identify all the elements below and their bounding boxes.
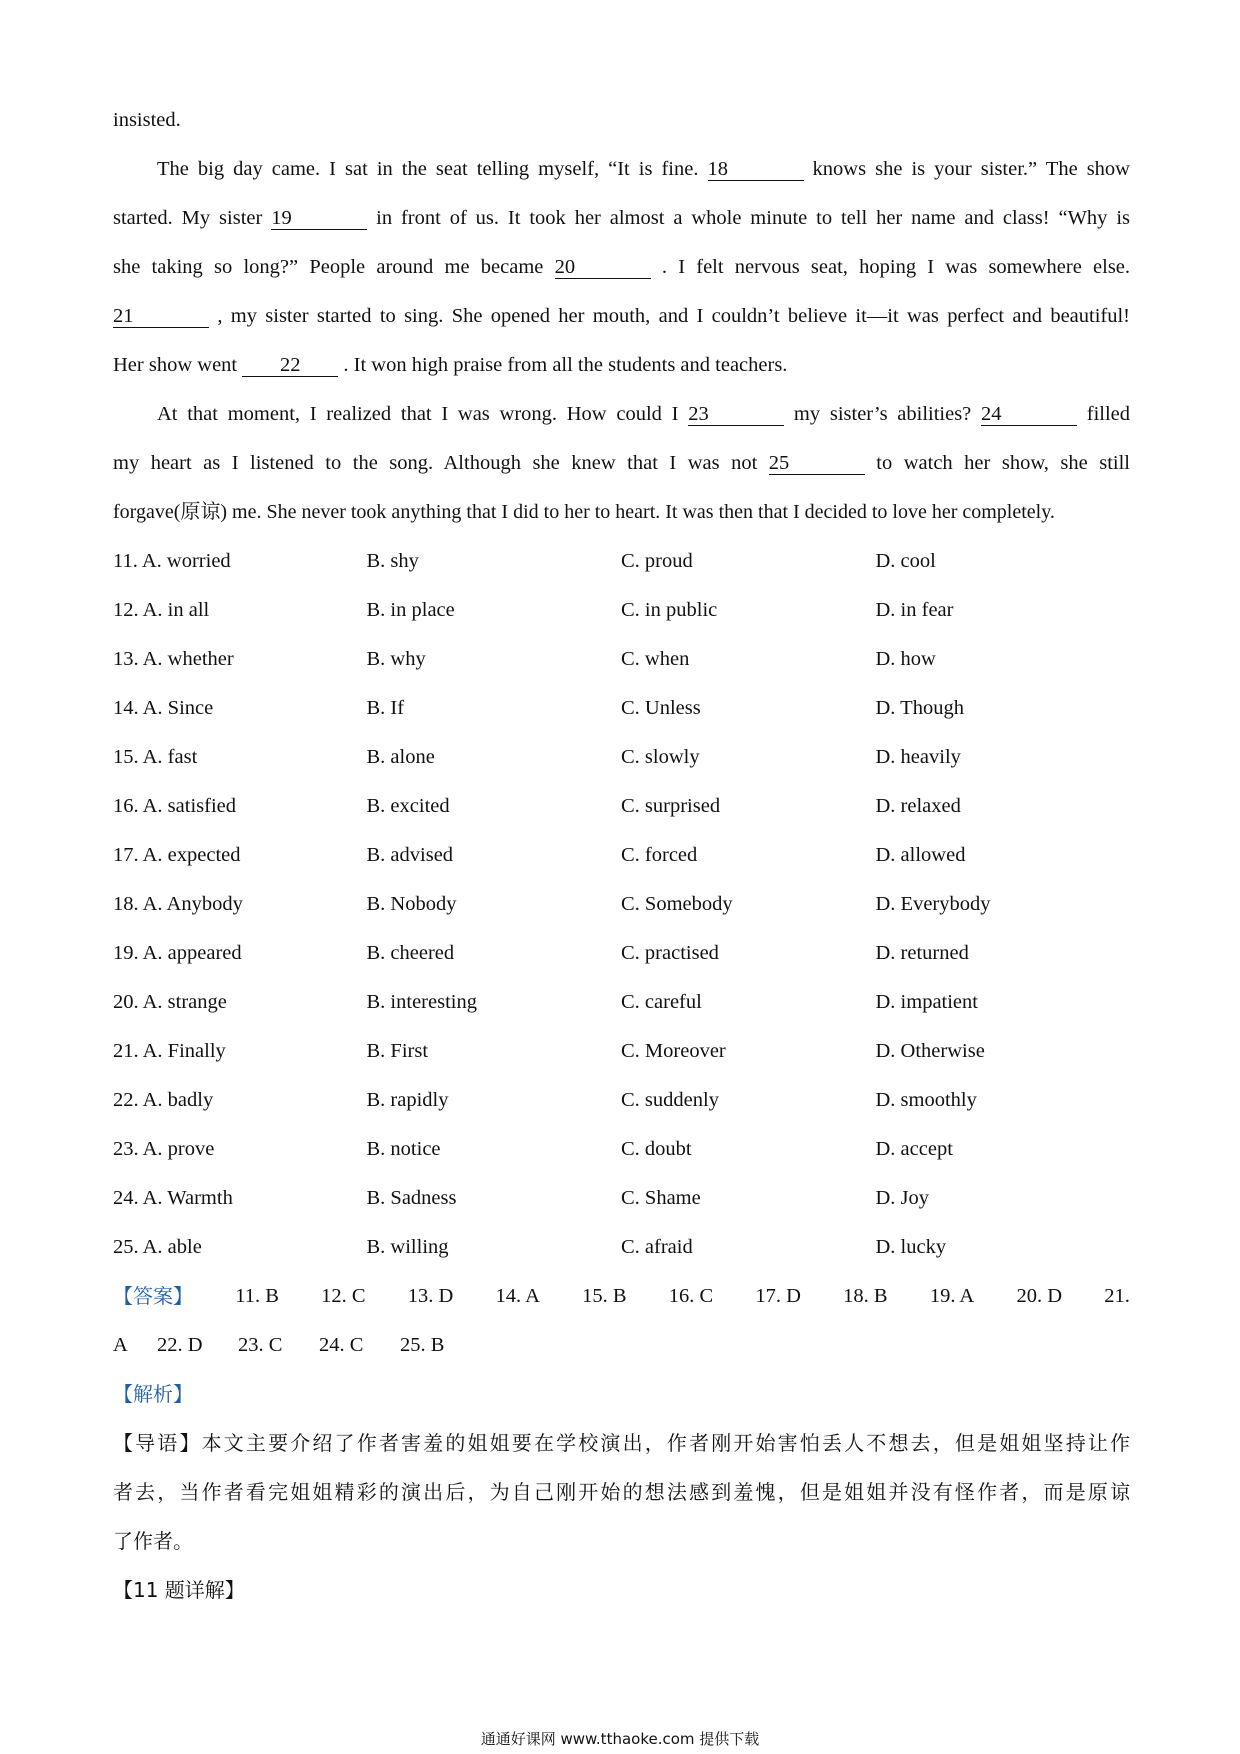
option-b: B. shy [366,550,419,572]
question-row [113,929,1130,978]
option-b: B. advised [366,844,454,866]
answer-item: 16. C [668,1285,714,1307]
option-a: 25. A. able [113,1236,202,1258]
option-c: C. Unless [621,697,701,719]
option-c: C. practised [621,942,719,964]
passage-text: in front of us. It took her almost a whole minute to tell her name and class! “Why is [376,207,1131,229]
answer-item: 21. [1104,1285,1130,1307]
question-options-list [113,537,1130,1272]
answer-item: 24. C [319,1334,364,1356]
guide-text: 本文主要介绍了作者害羞的姐姐要在学校演出，作者刚开始害怕丢人不想去，但是姐姐坚持让作 [201,1431,1131,1455]
option-d: D. how [875,648,936,670]
answer-label: 【答案】 [113,1284,193,1308]
option-c: C. slowly [621,746,700,768]
option-a: 14. A. Since [113,697,214,719]
answer-item: 14. A [495,1285,540,1307]
question-row [113,1027,1130,1076]
option-c: C. careful [621,991,702,1013]
option-d: D. cool [875,550,936,572]
option-d: D. allowed [875,844,966,866]
option-a: 19. A. appeared [113,942,242,964]
option-c: C. when [621,648,690,670]
answer-item: 13. D [407,1285,454,1307]
blank-22: 22 [242,354,338,377]
option-b: B. Sadness [366,1187,457,1209]
question-row [113,684,1130,733]
option-c: C. in public [621,599,718,621]
option-a: 23. A. prove [113,1138,215,1160]
passage-text: started. My sister [113,207,263,229]
question-row [113,635,1130,684]
option-c: C. Moreover [621,1040,726,1062]
passage-line [113,341,1130,390]
passage-text: to watch her show, she still [876,452,1131,474]
option-a: 21. A. Finally [113,1040,226,1062]
option-a: 11. A. worried [113,550,231,572]
passage-line [113,194,1130,243]
option-c: C. forced [621,844,698,866]
answer-item: 15. B [582,1285,627,1307]
passage-text: Her show went [113,354,238,376]
answer-item: 17. D [755,1285,801,1307]
answer-item: 23. C [238,1334,283,1356]
question-row [113,782,1130,831]
guide-line: 了作者。 [113,1529,193,1553]
passage-text: she taking so long?” People around me became [113,256,544,278]
passage-text: my sister’s abilities? [793,403,972,425]
guide-label: 【导语】 [113,1431,202,1455]
passage-line [113,292,1130,341]
option-a: 18. A. Anybody [113,893,243,915]
option-b: B. in place [366,599,455,621]
passage-text: filled [1086,403,1131,425]
blank-24: 24 [981,403,1077,426]
option-d: D. smoothly [875,1089,977,1111]
passage-text: . It won high praise from all the students and teachers. [343,354,788,376]
option-b: B. why [366,648,426,670]
option-c: C. Somebody [621,893,733,915]
question-row [113,1223,1130,1272]
question-row [113,537,1130,586]
option-d: D. Otherwise [875,1040,985,1062]
blank-19: 19 [271,207,367,230]
question-row [113,831,1130,880]
question-row [113,978,1130,1027]
answer-item: 12. C [321,1285,366,1307]
passage-line [113,145,1130,194]
guide-line: 者去，当作者看完姐姐精彩的演出后，为自己刚开始的想法感到羞愧，但是姐姐并没有怪作者，而是原谅 [113,1480,1130,1504]
option-a: 17. A. expected [113,844,241,866]
analysis-label: 【解析】 [113,1382,193,1406]
passage-text: . I felt nervous seat, hoping I was somewhere else. [661,256,1131,278]
option-c: C. proud [621,550,693,572]
option-b: B. First [366,1040,429,1062]
option-a: 20. A. strange [113,991,227,1013]
option-d: D. impatient [875,991,978,1013]
answer-item: 22. D [157,1334,203,1356]
question-row [113,880,1130,929]
passage-text: , my sister started to sing. She opened her mouth, and I couldn’t believe it—it was perfect and beautiful! [217,305,1131,327]
option-d: D. lucky [875,1236,947,1258]
option-d: D. accept [875,1138,953,1160]
passage-text: At that moment, I realized that I was wrong. How could I [157,403,679,425]
option-c: C. afraid [621,1236,693,1258]
option-b: B. Nobody [366,893,457,915]
passage-line [113,439,1130,488]
document-page [113,96,1130,1615]
page-footer: 通通好课网 www.tthaoke.com 提供下载 [480,1730,760,1748]
question-row [113,586,1130,635]
blank-21: 21 [113,305,209,328]
option-b: B. willing [366,1236,449,1258]
option-c: C. Shame [621,1187,701,1209]
answer-line [113,1272,1130,1321]
answer-item: 19. A [929,1285,975,1307]
blank-25: 25 [769,452,865,475]
option-a: 24. A. Warmth [113,1187,233,1209]
option-c: C. surprised [621,795,721,817]
option-b: B. cheered [366,942,455,964]
option-d: D. Joy [875,1187,930,1209]
blank-18: 18 [708,158,804,181]
option-a: 15. A. fast [113,746,198,768]
passage-text: my heart as I listened to the song. Although she knew that I was not [113,452,758,474]
option-d: D. returned [875,942,969,964]
option-d: D. in fear [875,599,954,621]
passage-text: knows she is your sister.” The show [812,158,1130,180]
option-b: B. notice [366,1138,441,1160]
passage-line: insisted. [113,109,181,131]
passage-line [113,243,1130,292]
option-b: B. interesting [366,991,477,1013]
question-row [113,733,1130,782]
option-a: 13. A. whether [113,648,234,670]
detail-label: 【11 题详解】 [113,1578,245,1602]
question-row [113,1174,1130,1223]
blank-20: 20 [555,256,651,279]
option-a: 22. A. badly [113,1089,214,1111]
option-b: B. rapidly [366,1089,449,1111]
option-c: C. doubt [621,1138,692,1160]
passage-line: forgave(原谅) me. She never took anything that I did to her to heart. It was then that I decided to love her completely. [113,501,1055,523]
option-c: C. suddenly [621,1089,719,1111]
option-d: D. Though [875,697,964,719]
option-d: D. heavily [875,746,961,768]
answer-item: 18. B [843,1285,888,1307]
option-b: B. If [366,697,405,719]
answer-item: 25. B [400,1334,445,1356]
blank-23: 23 [688,403,784,426]
option-a: 12. A. in all [113,599,210,621]
passage-text: The big day came. I sat in the seat telling myself, “It is fine. [157,158,699,180]
option-d: D. relaxed [875,795,961,817]
answer-item: 20. D [1016,1285,1063,1307]
guide-line [113,1419,1130,1468]
question-row [113,1125,1130,1174]
question-row [113,1076,1130,1125]
option-a: 16. A. satisfied [113,795,236,817]
answer-item: 11. B [235,1285,279,1307]
option-b: B. alone [366,746,435,768]
option-b: B. excited [366,795,450,817]
answer-line [113,1321,1130,1370]
option-d: D. Everybody [875,893,991,915]
answer-item: A [113,1334,128,1356]
passage-line [113,390,1130,439]
